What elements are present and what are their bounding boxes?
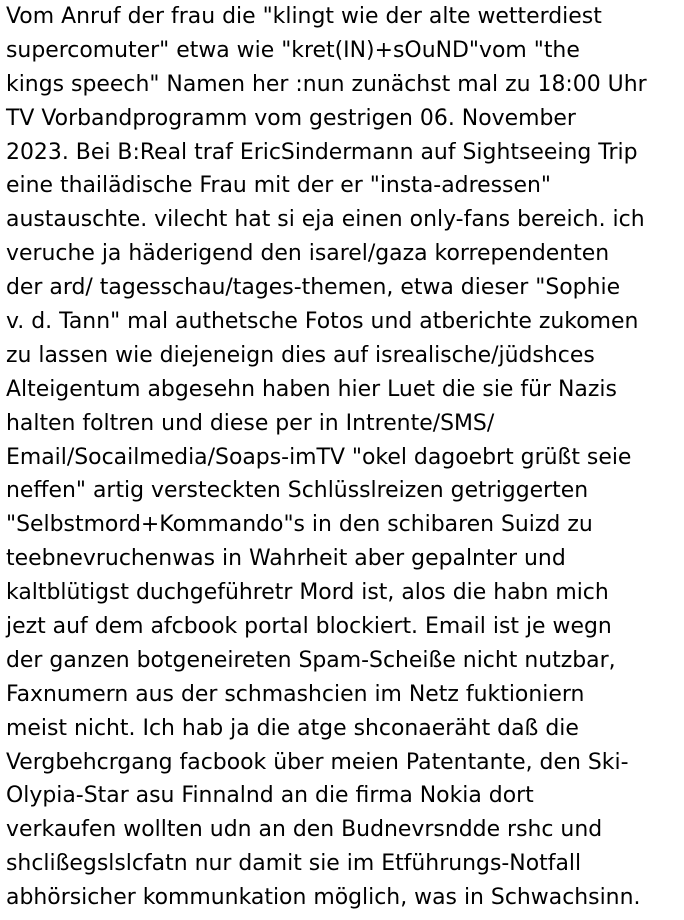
text-line: meist nicht. Ich hab ja die atge shconaeräht daß die: [6, 715, 579, 741]
text-line: 2023. Bei B:Real traf EricSindermann auf Sightseeing Trip: [6, 139, 638, 165]
text-line: eine thailädische Frau mit der er "insta-adressen": [6, 173, 551, 199]
text-line: "Selbstmord+Kommando"s in den schibaren Suizd zu: [6, 512, 593, 538]
text-line: kings speech" Namen her :nun zunächst mal zu 18:00 Uhr: [6, 71, 647, 97]
text-line: zu lassen wie diejeneign dies auf isrealische/jüdshces: [6, 342, 595, 368]
text-line: Faxnumern aus der schmashcien im Netz fuktioniern: [6, 681, 585, 707]
text-line: Alteigentum abgesehn haben hier Luet die sie für Nazis: [6, 376, 617, 402]
text-line: der ganzen botgeneireten Spam-Scheiße nicht nutzbar,: [6, 647, 616, 673]
text-line: jezt auf dem afcbook portal blockiert. Email ist je wegn: [6, 614, 612, 640]
text-line: Olypia-Star asu Finnalnd an die firma Nokia dort: [6, 783, 534, 809]
text-line: v. d. Tann" mal authetsche Fotos und atberichte zukomen: [6, 309, 639, 335]
text-line: shclißegslslcfatn nur damit sie im Etführungs-Notfall: [6, 851, 582, 877]
text-line: austauschte. vilecht hat si eja einen only-fans bereich. ich: [6, 207, 645, 233]
text-line: halten foltren und diese per in Intrente/SMS/: [6, 410, 495, 436]
text-line: verkaufen wollten udn an den Budnevrsndde rshc und: [6, 817, 603, 843]
text-line: supercomuter" etwa wie "kret(IN)+sOuND"vom "the: [6, 37, 580, 63]
text-line: Email/Socailmedia/Soaps-imTV "okel dagoebrt grüßt seie: [6, 444, 632, 470]
text-line: kaltblütigst duchgeführetr Mord ist, alos die habn mich: [6, 580, 609, 606]
text-line: neffen" artig versteckten Schlüsslreizen getriggerten: [6, 478, 589, 504]
text-line: TV Vorbandprogramm vom gestrigen 06. November: [6, 105, 576, 131]
text-line: Vergbehcrgang facbook über meien Patentante, den Ski-: [6, 749, 629, 775]
text-line: teebnevruchenwas in Wahrheit aber gepalnter und: [6, 546, 566, 572]
text-line: Vom Anruf der frau die "klingt wie der alte wetterdiest: [6, 4, 602, 29]
text-line: abhörsicher kommunkation möglich, was in Schwachsinn.: [6, 885, 641, 911]
text-line: der ard/ tagesschau/tages-themen, etwa dieser "Sophie: [6, 275, 621, 301]
text-line: veruche ja häderigend den isarel/gaza korrependenten: [6, 241, 610, 267]
